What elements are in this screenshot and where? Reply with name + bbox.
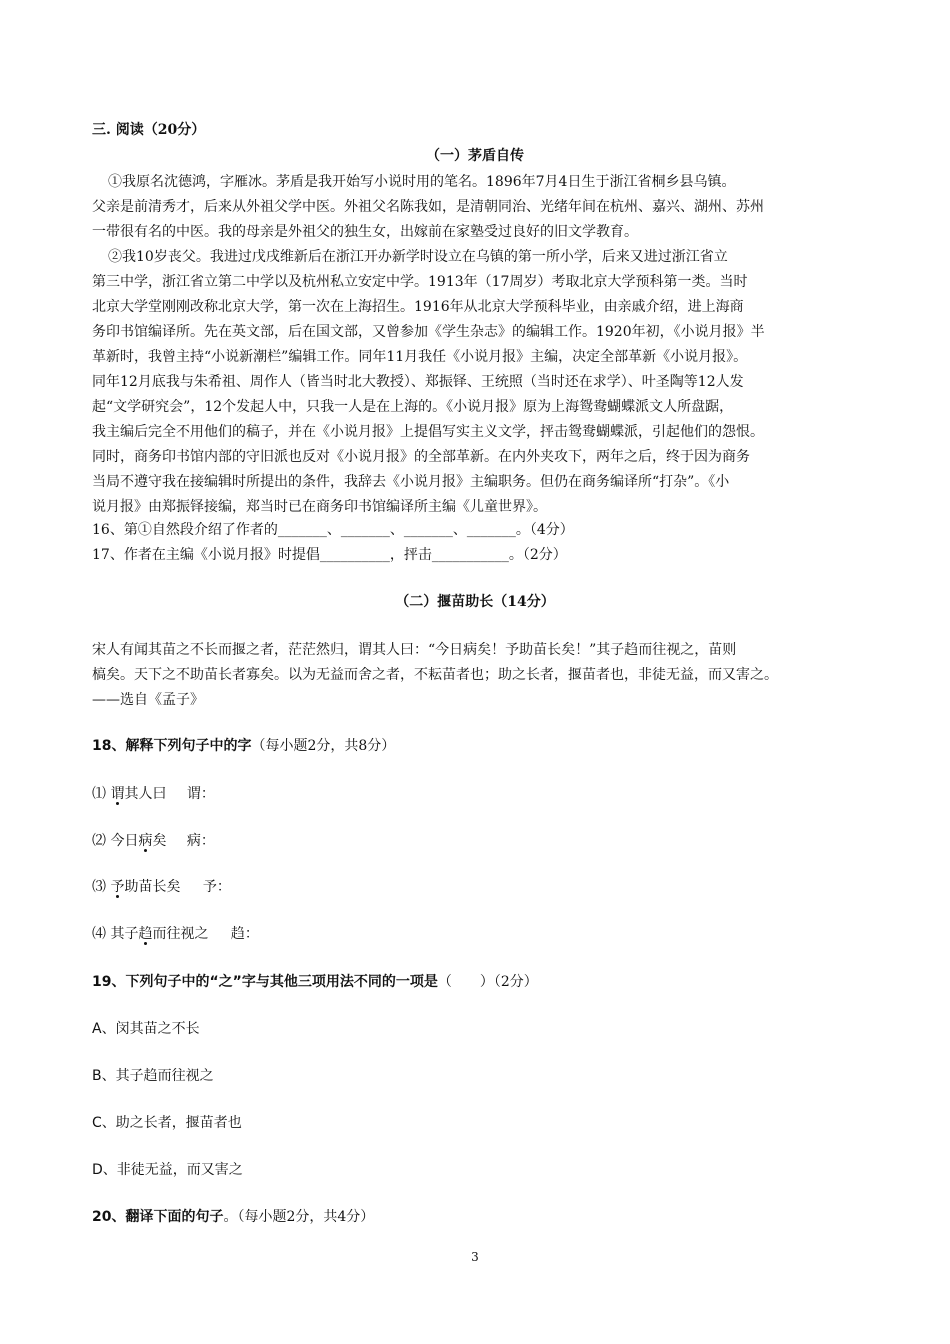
item-post: 矣	[152, 833, 167, 849]
passage1-line: 说月报》由郑振铎接编，郑当时已在商务印书馆编译所主编《儿童世界》。	[92, 499, 547, 515]
question-20-heading: 20、翻译下面的句子	[92, 1209, 224, 1225]
item-number: ⑷	[92, 926, 106, 942]
question-18-note: （每小题2分，共8分）	[251, 738, 396, 754]
passage1-line: 当局不遵守我在接编辑时所提出的条件，我辞去《小说月报》主编职务。但仍在商务编译所“打杂”。《小	[92, 474, 730, 490]
passage1-line: 同年12月底我与朱希祖、周作人（皆当时北大教授）、郑振铎、王统照（当时还在求学）、叶圣陶等12人发	[92, 374, 744, 390]
item-post: 其人曰	[124, 786, 167, 802]
item-answer-label: 谓：	[186, 786, 215, 802]
item-pre: 今日	[110, 833, 139, 849]
passage1-line: 务印书馆编译所。先在英文部，后在国文部，又曾参加《学生杂志》的编辑工作。1920年初，《小说月报》半	[92, 324, 765, 340]
passage1-line: 同时，商务印书馆内部的守旧派也反对《小说月报》的全部革新。在内外夹攻下，两年之后，终于因为商务	[92, 449, 750, 465]
item-post: 而往视之	[152, 926, 209, 942]
item-answer-label: 予：	[202, 879, 231, 895]
passage2-line: 宋人有闻其苗之不长而揠之者，茫茫然归，谓其人曰：“今日病矣！予助苗长矣！”其子趋而往视之，苗则	[92, 642, 737, 658]
item-number: ⑶	[92, 879, 106, 895]
question-16: 16、第①自然段介绍了作者的_______、_______、_______、_______。（4分）	[92, 522, 574, 538]
question-18-title	[92, 736, 395, 756]
question-19-heading: 19、下列句子中的“之”字与其他三项用法不同的一项是	[92, 974, 438, 990]
passage1-line: 第三中学，浙江省立第二中学以及杭州私立安定中学。1913年（17周岁）考取北京大学预科第一类。当时	[92, 274, 748, 290]
question-18-item	[92, 924, 259, 944]
item-pre: 其子	[110, 926, 139, 942]
question-20-title	[92, 1207, 374, 1227]
passage1-line: 革新时，我曾主持“小说新潮栏”编辑工作。同年11月我任《小说月报》主编，决定全部革新《小说月报》。	[92, 349, 748, 365]
passage2-line: 槁矣。天下之不助苗长者寡矣。以为无益而舍之者，不耘苗者也；助之长者，揠苗者也，非徒无益，而又害之。	[92, 667, 778, 683]
section-header: 三. 阅读（20分）	[92, 122, 206, 138]
question-20-note: 。（每小题2分，共4分）	[223, 1209, 375, 1225]
passage2-title: （二）揠苗助长（14分）	[395, 594, 555, 610]
question-18-item	[92, 784, 215, 804]
item-post: 助苗长矣	[124, 879, 181, 895]
question-18-item	[92, 877, 231, 897]
passage1-line: 我主编后完全不用他们的稿子，并在《小说月报》上提倡写实主义文学，抨击鸳鸯蝴蝶派，引起他们的怨恨。	[92, 424, 764, 440]
passage1-line: 起“文学研究会”，12个发起人中，只我一人是在上海的。《小说月报》原为上海鸳鸯蝴蝶派文人所盘踞，	[92, 399, 734, 415]
item-answer-label: 趋：	[230, 926, 259, 942]
option-d: D、非徒无益，而又害之	[92, 1162, 243, 1178]
passage2-source: ——选自《孟子》	[92, 692, 204, 708]
dotted-char: 病	[138, 833, 153, 849]
question-19-title	[92, 972, 538, 992]
dotted-char: 趋	[138, 926, 153, 942]
item-number: ⑴	[92, 786, 106, 802]
dotted-char: 予	[110, 879, 125, 895]
page-number: 3	[471, 1250, 479, 1264]
item-number: ⑵	[92, 833, 106, 849]
question-17: 17、作者在主编《小说月报》时提倡__________，抨击___________。（2分）	[92, 547, 567, 563]
question-18-heading: 18、解释下列句子中的字	[92, 738, 252, 754]
option-c: C、助之长者，揠苗者也	[92, 1115, 242, 1131]
passage1-line: 北京大学堂刚刚改称北京大学，第一次在上海招生。1916年从北京大学预科毕业，由亲戚介绍，进上海商	[92, 299, 744, 315]
question-18-item	[92, 831, 215, 851]
passage1-line: ①我原名沈德鸿，字雁冰。茅盾是我开始写小说时用的笔名。1896年7月4日生于浙江省桐乡县乌镇。	[108, 174, 736, 190]
question-19-note: （ ）（2分）	[437, 974, 538, 990]
passage1-line: 一带很有名的中医。我的母亲是外祖父的独生女，出嫁前在家塾受过良好的旧文学教育。	[92, 224, 638, 240]
option-b: B、其子趋而往视之	[92, 1068, 214, 1084]
option-a: A、闵其苗之不长	[92, 1021, 200, 1037]
passage1-line: 父亲是前清秀才，后来从外祖父学中医。外祖父名陈我如，是清朝同治、光绪年间在杭州、嘉兴、湖州、苏州	[92, 199, 764, 215]
item-answer-label: 病：	[186, 833, 215, 849]
dotted-char: 谓	[110, 786, 125, 802]
passage1-title: （一）茅盾自传	[426, 148, 524, 164]
passage1-line: ②我10岁丧父。我进过戊戌维新后在浙江开办新学时设立在乌镇的第一所小学，后来又进过浙江省立	[108, 249, 728, 265]
